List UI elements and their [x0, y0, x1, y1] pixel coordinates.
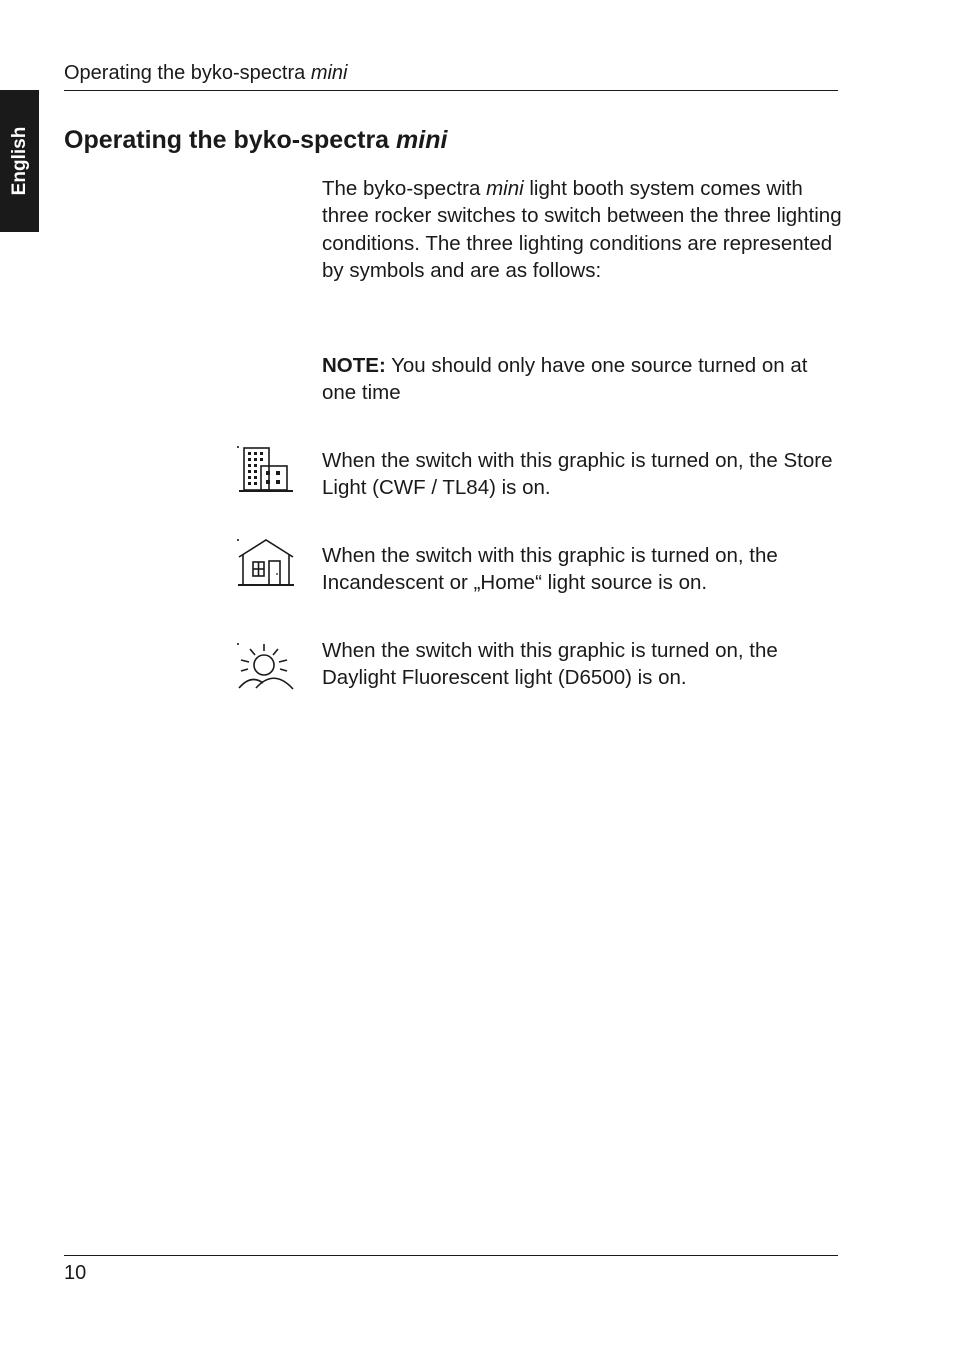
- header-rule: [64, 90, 838, 91]
- intro-text-end: light booth system comes with three rocker switches to switch between the three lighting conditions. The three lighting conditions are represented by symbols and are as follows:: [322, 177, 842, 282]
- running-header-title: Operating the byko-spectra: [64, 62, 306, 84]
- store-building-icon: [236, 444, 296, 494]
- page-title: [64, 124, 447, 156]
- note-text: You should only have one source turned on at one time: [322, 354, 808, 405]
- switch-description-store: When the switch with this graphic is turned on, the Store Light (CWF / TL84) is on.: [322, 449, 833, 500]
- sun-daylight-icon: [236, 641, 296, 691]
- page-number: 10: [64, 1262, 87, 1284]
- page-title-text: Operating the byko-spectra: [64, 126, 390, 154]
- switch-description-home: When the switch with this graphic is turned on, the Incandescent or „Home“ light source is on.: [322, 544, 778, 595]
- house-icon: [236, 537, 296, 587]
- running-header-title-italic: mini: [310, 62, 348, 84]
- footer-rule: [64, 1255, 838, 1256]
- intro-text-italic: mini: [486, 177, 524, 200]
- switch-description-daylight: When the switch with this graphic is turned on, the Daylight Fluorescent light (D6500) is on.: [322, 639, 778, 690]
- language-tab: [0, 90, 39, 232]
- page-title-italic: mini: [396, 126, 448, 154]
- intro-text-start: The byko-spectra: [322, 177, 481, 200]
- language-tab-label: English: [8, 126, 30, 196]
- running-header: [64, 61, 347, 85]
- intro-paragraph: [322, 175, 842, 284]
- note-label: NOTE:: [322, 354, 386, 377]
- note-paragraph: [322, 352, 842, 407]
